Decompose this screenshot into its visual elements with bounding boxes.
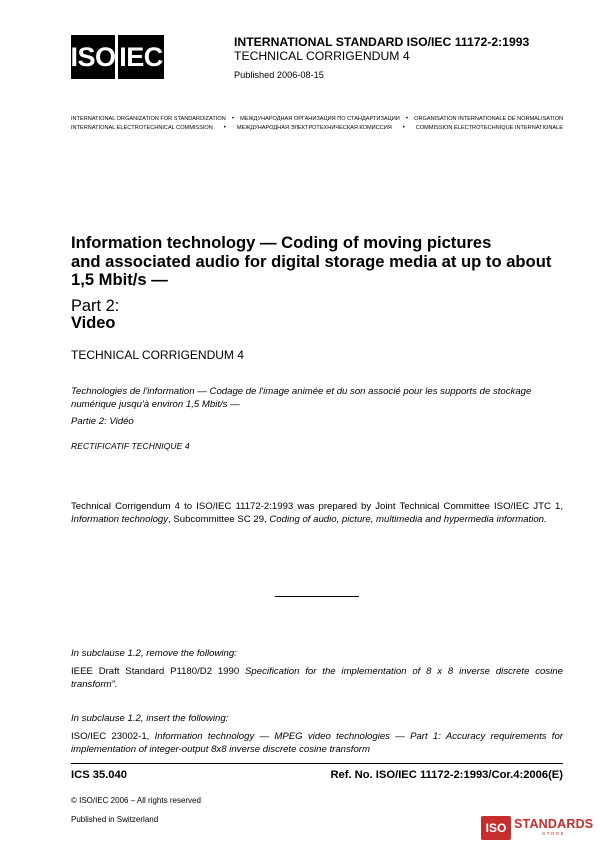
standard-subtitle: TECHNICAL CORRIGENDUM 4 [234, 49, 410, 63]
french-part: Partie 2: Vidéo [71, 416, 134, 427]
corrigendum-label: TECHNICAL CORRIGENDUM 4 [71, 348, 244, 362]
change-1-title: Specification for the implementation of 8 x 8 inverse discrete cosine transform". [71, 666, 563, 690]
organizations-row-2 [71, 125, 563, 131]
change-2-reference: ISO/IEC 23002-1, [71, 731, 155, 742]
french-corrigendum: RECTIFICATIF TECHNIQUE 4 [71, 441, 190, 451]
reference-number: Ref. No. ISO/IEC 11172-2:1993/Cor.4:2006(E) [330, 769, 563, 781]
iso-standards-store-logo [481, 812, 594, 843]
published-location: Published in Switzerland [71, 815, 159, 824]
change-2-title: Information technology — MPEG video technologies — Part 1: Accuracy requirements for implementation of integer-output 8x8 inverse discrete cosine transform [71, 731, 564, 755]
stamp-wordmark [514, 818, 593, 837]
iec-logo: IEC [118, 35, 164, 79]
org-iec-fr: COMMISSION ÉLECTROTECHNIQUE INTERNATIONALE [415, 125, 563, 131]
footer-rule [71, 763, 563, 764]
published-date: Published 2006-08-15 [234, 70, 324, 80]
title-line-3: 1,5 Mbit/s — [71, 270, 168, 289]
document-title [71, 234, 561, 290]
bullet-separator: • [402, 125, 405, 131]
stamp-iso-mark: ISO [481, 816, 511, 840]
french-title-line-1: Technologies de l'information — Codage de l'image animée et du son associé pour les supports de stockage [71, 386, 532, 397]
change-instruction-2: In subclause 1.2, insert the following: [71, 713, 229, 724]
copyright: © ISO/IEC 2006 – All rights reserved [71, 796, 201, 805]
preparation-committee-name: Information technology [71, 513, 169, 525]
french-title [71, 385, 563, 412]
stamp-store-text: STORE [542, 831, 566, 836]
part-label: Part 2: [71, 297, 120, 315]
change-instruction-1: In subclause 1.2, remove the following: [71, 648, 237, 659]
change-1-reference: IEEE Draft Standard P1180/D2 1990 [71, 666, 246, 677]
change-body-1 [71, 666, 563, 691]
organizations-row-1 [71, 116, 563, 122]
title-line-1: Information technology — Coding of moving pictures [71, 233, 492, 252]
change-body-2 [71, 731, 563, 756]
stamp-standards-text: STANDARDS [514, 817, 594, 831]
bullet-separator: • [405, 116, 408, 122]
org-iso-fr: ORGANISATION INTERNATIONALE DE NORMALISATION [414, 116, 563, 122]
iso-iec-logo [71, 35, 164, 79]
org-iso-ru: МЕЖДУНАРОДНАЯ ОРГАНИЗАЦИЯ ПО СТАНДАРТИЗАЦИИ [240, 116, 400, 122]
preparation-text-2: , Subcommittee SC 29, [168, 513, 270, 525]
preparation-text-1: Technical Corrigendum 4 to ISO/IEC 11172-2:1993 was prepared by Joint Technical Committee ISO/IEC JTC 1, [71, 501, 563, 512]
ics-code: ICS 35.040 [71, 769, 127, 781]
preparation-subcommittee-name: Coding of audio, picture, multimedia and hypermedia information. [269, 513, 547, 525]
part-name: Video [71, 314, 116, 332]
french-title-line-2: numérique jusqu'à environ 1,5 Mbit/s — [71, 399, 240, 411]
preparation-paragraph [71, 501, 563, 526]
bullet-separator: • [231, 116, 234, 122]
org-iso-en: INTERNATIONAL ORGANIZATION FOR STANDARDIZATION [71, 116, 226, 122]
iso-logo: ISO [71, 35, 115, 79]
bullet-separator: • [223, 125, 226, 131]
org-iec-ru: МЕЖДУНАРОДНАЯ ЭЛЕКТРОТЕХНИЧЕСКАЯ КОМИССИЯ [236, 125, 392, 131]
standard-title: INTERNATIONAL STANDARD ISO/IEC 11172-2:1993 [234, 35, 530, 49]
title-line-2: and associated audio for digital storage media at up to about [71, 251, 552, 271]
section-divider [275, 596, 359, 597]
org-iec-en: INTERNATIONAL ELECTROTECHNICAL COMMISSION [71, 125, 213, 131]
